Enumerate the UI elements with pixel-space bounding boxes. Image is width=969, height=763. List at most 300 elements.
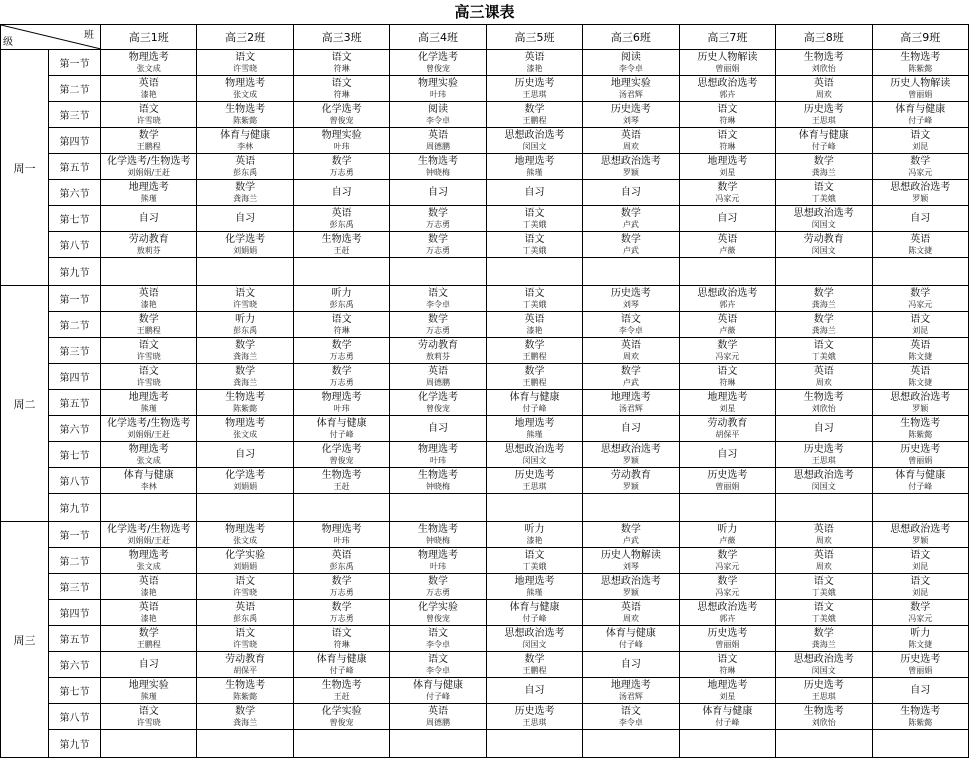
teacher-text: 龚海兰: [233, 377, 258, 387]
timetable-cell: [197, 338, 293, 364]
teacher-text: 万志勇: [329, 587, 354, 597]
teacher-text: 刘娟娟: [233, 481, 258, 491]
teacher-text: 冯家元: [715, 587, 740, 597]
teacher-text: 曾丽娟: [715, 63, 740, 73]
teacher-text: 彭东禹: [329, 219, 354, 229]
period-label: 第三节: [49, 574, 101, 600]
timetable-cell: [486, 50, 582, 76]
teacher-text: 闵国文: [811, 245, 836, 255]
timetable-cell: [679, 154, 775, 180]
subject-text: 语文: [813, 601, 834, 613]
class-header: 高三3班: [293, 25, 389, 50]
period-row: [1, 574, 969, 600]
timetable-cell: [390, 102, 486, 128]
subject-text: 阅读: [620, 51, 641, 63]
timetable-cell: [486, 128, 582, 154]
teacher-text: 周德鹏: [426, 141, 451, 151]
teacher-text: 罗颖: [912, 193, 929, 203]
period-row: [1, 154, 969, 180]
timetable-cell: [486, 286, 582, 312]
teacher-text: 钟晓梅: [426, 535, 451, 545]
teacher-text: 熊瑾: [140, 193, 157, 203]
timetable-cell: [583, 312, 679, 338]
subject-text: 英语: [235, 155, 256, 167]
subject-text: 思想政治选考: [504, 129, 565, 141]
timetable-cell: [101, 128, 197, 154]
subject-text: 数学: [813, 313, 834, 325]
subject-text: 物理选考: [128, 549, 169, 561]
timetable-cell: [293, 730, 389, 758]
subject-text: 体育与健康: [509, 391, 560, 403]
timetable-cell: [101, 312, 197, 338]
subject-text: 思想政治选考: [697, 601, 758, 613]
timetable-cell: [293, 232, 389, 258]
subject-text: 历史人物解读: [600, 549, 661, 561]
subject-text: 语文: [717, 129, 738, 141]
timetable-cell: [486, 364, 582, 390]
teacher-text: 罗颖: [622, 587, 639, 597]
teacher-text: 万志勇: [329, 167, 354, 177]
teacher-text: 许雪晓: [136, 717, 161, 727]
teacher-text: 许雪晓: [136, 377, 161, 387]
subject-text: 历史选考: [514, 469, 555, 481]
teacher-text: 周欢: [815, 561, 832, 571]
subject-text: 数学: [620, 233, 641, 245]
period-row: [1, 50, 969, 76]
subject-text: 数学: [235, 365, 256, 377]
timetable-cell: [872, 128, 969, 154]
subject-text: 劳动教育: [707, 417, 748, 429]
teacher-text: 钟晓梅: [426, 167, 451, 177]
subject-text: 数学: [331, 339, 352, 351]
timetable-cell: [293, 76, 389, 102]
subject-text: 物理选考: [225, 77, 266, 89]
subject-text: 生物选考: [900, 417, 941, 429]
subject-text: 生物选考: [900, 705, 941, 717]
timetable-cell: [197, 206, 293, 232]
teacher-text: 许雪晓: [136, 115, 161, 125]
timetable: [0, 24, 969, 758]
timetable-cell: [197, 286, 293, 312]
period-label: 第八节: [49, 232, 101, 258]
subject-text: 语文: [620, 313, 641, 325]
teacher-text: 龚海兰: [233, 351, 258, 361]
timetable-cell: [293, 128, 389, 154]
teacher-text: 彭东禹: [329, 299, 354, 309]
timetable-cell: [679, 416, 775, 442]
timetable-cell: [101, 468, 197, 494]
page-title: 高三课表: [454, 3, 515, 21]
subject-text: 体育与健康: [123, 469, 174, 481]
subject-text: 英语: [138, 575, 159, 587]
subject-text: 语文: [717, 653, 738, 665]
subject-text: 语文: [813, 181, 834, 193]
teacher-text: 叶玮: [430, 455, 447, 465]
subject-text: 生物选考: [803, 705, 844, 717]
subject-text: 语文: [428, 287, 449, 299]
timetable-cell: [872, 312, 969, 338]
period-row: [1, 522, 969, 548]
teacher-text: 李令卓: [426, 299, 451, 309]
subject-text: 语文: [138, 103, 159, 115]
timetable-cell: [679, 258, 775, 286]
teacher-text: 漆艳: [140, 299, 157, 309]
timetable-cell: [293, 258, 389, 286]
subject-text: 数学: [620, 207, 641, 219]
timetable-cell: [293, 416, 389, 442]
teacher-text: 张文成: [136, 561, 161, 571]
timetable-cell: [101, 442, 197, 468]
timetable-cell: [872, 548, 969, 574]
period-label: 第四节: [49, 128, 101, 154]
timetable-cell: [293, 574, 389, 600]
timetable-cell: [776, 600, 872, 626]
subject-text: 历史选考: [610, 287, 651, 299]
subject-text: 自习: [138, 658, 159, 670]
timetable-cell: [776, 286, 872, 312]
timetable-cell: [583, 730, 679, 758]
timetable-cell: [101, 286, 197, 312]
timetable-cell: [583, 154, 679, 180]
period-row: [1, 548, 969, 574]
subject-text: 语文: [717, 103, 738, 115]
timetable-cell: [197, 232, 293, 258]
period-row: [1, 232, 969, 258]
teacher-text: 付子峰: [329, 665, 354, 675]
teacher-text: 王赶: [333, 691, 350, 701]
timetable-cell: [583, 102, 679, 128]
teacher-text: 漆艳: [140, 613, 157, 623]
teacher-text: 符琳: [719, 377, 736, 387]
teacher-text: 陈紫懿: [908, 63, 933, 73]
teacher-text: 张文成: [136, 63, 161, 73]
timetable-cell: [197, 76, 293, 102]
subject-text: 物理选考: [128, 443, 169, 455]
teacher-text: 胡保平: [715, 429, 740, 439]
teacher-text: 叶玮: [333, 403, 350, 413]
subject-text: 思想政治选考: [793, 207, 854, 219]
subject-text: 化学实验: [418, 601, 459, 613]
subject-text: 化学选考/生物选考: [107, 155, 191, 167]
subject-text: 地理选考: [514, 155, 555, 167]
timetable-cell: [197, 522, 293, 548]
teacher-text: 付子峰: [329, 429, 354, 439]
teacher-text: 漆艳: [526, 535, 543, 545]
timetable-cell: [390, 76, 486, 102]
teacher-text: 王鹏程: [136, 639, 161, 649]
subject-text: 化学实验: [321, 705, 362, 717]
day-label: 周二: [1, 286, 49, 522]
timetable-cell: [776, 180, 872, 206]
teacher-text: 周欢: [815, 535, 832, 545]
teacher-text: 曾俊宠: [329, 455, 354, 465]
subject-text: 体育与健康: [316, 653, 367, 665]
subject-text: 数学: [620, 523, 641, 535]
timetable-cell: [872, 730, 969, 758]
timetable-cell: [679, 730, 775, 758]
timetable-cell: [293, 494, 389, 522]
timetable-body: [1, 50, 969, 758]
subject-text: 生物选考: [225, 391, 266, 403]
timetable-cell: [872, 206, 969, 232]
subject-text: 数学: [813, 155, 834, 167]
teacher-text: 曾丽娟: [908, 665, 933, 675]
timetable-cell: [872, 102, 969, 128]
timetable-cell: [293, 102, 389, 128]
teacher-text: 王思琪: [811, 115, 836, 125]
class-header: 高三9班: [872, 25, 969, 50]
subject-text: 化学选考/生物选考: [107, 523, 191, 535]
timetable-cell: [197, 600, 293, 626]
subject-text: 数学: [331, 575, 352, 587]
timetable-cell: [872, 338, 969, 364]
timetable-cell: [390, 258, 486, 286]
subject-text: 英语: [813, 365, 834, 377]
subject-text: 历史选考: [514, 705, 555, 717]
subject-text: 地理选考: [707, 391, 748, 403]
timetable-cell: [197, 312, 293, 338]
teacher-text: 熊瑾: [526, 429, 543, 439]
subject-text: 英语: [428, 129, 449, 141]
timetable-cell: [101, 102, 197, 128]
subject-text: 思想政治选考: [890, 391, 951, 403]
teacher-text: 刘星: [719, 691, 736, 701]
teacher-text: 王鹏程: [136, 325, 161, 335]
timetable-cell: [872, 364, 969, 390]
subject-text: 物理选考: [128, 51, 169, 63]
timetable-cell: [390, 468, 486, 494]
subject-text: 数学: [331, 365, 352, 377]
teacher-text: 丁美娥: [522, 299, 547, 309]
teacher-text: 周德鹏: [426, 717, 451, 727]
teacher-text: 闵国文: [811, 665, 836, 675]
subject-text: 数学: [717, 575, 738, 587]
teacher-text: 冯家元: [908, 299, 933, 309]
timetable-cell: [679, 652, 775, 678]
timetable-cell: [776, 626, 872, 652]
subject-text: 自习: [813, 422, 834, 434]
timetable-cell: [583, 206, 679, 232]
timetable-cell: [293, 626, 389, 652]
timetable-cell: [679, 574, 775, 600]
teacher-text: 万志勇: [329, 377, 354, 387]
subject-text: 数学: [331, 155, 352, 167]
timetable-cell: [486, 154, 582, 180]
teacher-text: 付子峰: [522, 613, 547, 623]
teacher-text: 陈紫懿: [233, 691, 258, 701]
teacher-text: 王赶: [333, 245, 350, 255]
teacher-text: 王鹏程: [136, 141, 161, 151]
timetable-cell: [101, 232, 197, 258]
period-label: 第五节: [49, 390, 101, 416]
subject-text: 地理选考: [610, 679, 651, 691]
timetable-cell: [583, 468, 679, 494]
period-label: 第九节: [49, 494, 101, 522]
period-row: [1, 312, 969, 338]
teacher-text: 龚海兰: [811, 325, 836, 335]
timetable-cell: [583, 416, 679, 442]
timetable-cell: [776, 678, 872, 704]
subject-text: 语文: [428, 627, 449, 639]
subject-text: 英语: [524, 313, 545, 325]
timetable-cell: [486, 312, 582, 338]
subject-text: 化学选考: [418, 51, 459, 63]
teacher-text: 罗颖: [622, 455, 639, 465]
subject-text: 语文: [331, 313, 352, 325]
period-row: [1, 730, 969, 758]
subject-text: 劳动教育: [128, 233, 169, 245]
subject-text: 数学: [235, 181, 256, 193]
period-row: [1, 206, 969, 232]
timetable-cell: [101, 390, 197, 416]
subject-text: 体育与健康: [605, 627, 656, 639]
subject-text: 生物选考: [225, 679, 266, 691]
period-row: [1, 678, 969, 704]
subject-text: 语文: [910, 575, 931, 587]
period-label: 第三节: [49, 338, 101, 364]
subject-text: 数学: [620, 365, 641, 377]
timetable-cell: [390, 128, 486, 154]
teacher-text: 丁美娥: [522, 245, 547, 255]
timetable-cell: [197, 494, 293, 522]
subject-text: 地理选考: [707, 679, 748, 691]
timetable-cell: [679, 442, 775, 468]
teacher-text: 王鹏程: [522, 665, 547, 675]
timetable-cell: [776, 494, 872, 522]
teacher-text: 冯家元: [715, 193, 740, 203]
teacher-text: 陈文捷: [908, 377, 933, 387]
subject-text: 历史选考: [707, 469, 748, 481]
period-label: 第二节: [49, 76, 101, 102]
teacher-text: 周德鹏: [426, 377, 451, 387]
timetable-cell: [872, 626, 969, 652]
subject-text: 英语: [428, 365, 449, 377]
teacher-text: 李林: [140, 481, 157, 491]
teacher-text: 陈文捷: [908, 639, 933, 649]
teacher-text: 张文成: [233, 89, 258, 99]
subject-text: 自习: [910, 684, 931, 696]
period-label: 第八节: [49, 704, 101, 730]
teacher-text: 张文成: [233, 535, 258, 545]
timetable-cell: [293, 206, 389, 232]
period-row: [1, 364, 969, 390]
teacher-text: 周欢: [815, 89, 832, 99]
period-label: 第六节: [49, 416, 101, 442]
timetable-cell: [872, 494, 969, 522]
timetable-cell: [293, 180, 389, 206]
period-label: 第四节: [49, 364, 101, 390]
timetable-cell: [293, 548, 389, 574]
period-row: [1, 390, 969, 416]
subject-text: 语文: [138, 365, 159, 377]
timetable-cell: [101, 522, 197, 548]
teacher-text: 卢武: [622, 219, 639, 229]
subject-text: 体育与健康: [702, 705, 753, 717]
teacher-text: 罗颖: [622, 167, 639, 177]
teacher-text: 刘昆: [912, 141, 929, 151]
timetable-cell: [872, 652, 969, 678]
timetable-cell: [583, 338, 679, 364]
timetable-cell: [390, 390, 486, 416]
subject-text: 历史选考: [610, 103, 651, 115]
teacher-text: 曾俊宠: [426, 613, 451, 623]
timetable-cell: [679, 494, 775, 522]
subject-text: 语文: [331, 627, 352, 639]
teacher-text: 龚海兰: [233, 717, 258, 727]
teacher-text: 许雪晓: [233, 639, 258, 649]
timetable-cell: [776, 704, 872, 730]
teacher-text: 敖莉芬: [136, 245, 161, 255]
subject-text: 数学: [910, 287, 931, 299]
timetable-cell: [390, 574, 486, 600]
subject-text: 地理实验: [610, 77, 651, 89]
subject-text: 数学: [428, 575, 449, 587]
teacher-text: 敖莉芬: [426, 351, 451, 361]
subject-text: 英语: [910, 339, 931, 351]
subject-text: 物理选考: [321, 391, 362, 403]
teacher-text: 卢薇: [719, 245, 736, 255]
timetable-cell: [101, 548, 197, 574]
timetable-cell: [583, 286, 679, 312]
timetable-cell: [679, 50, 775, 76]
teacher-text: 万志勇: [426, 245, 451, 255]
subject-text: 语文: [717, 365, 738, 377]
timetable-cell: [101, 338, 197, 364]
subject-text: 劳动教育: [803, 233, 844, 245]
teacher-text: 钟晓梅: [426, 481, 451, 491]
subject-text: 思想政治选考: [890, 523, 951, 535]
timetable-cell: [486, 180, 582, 206]
timetable-cell: [872, 522, 969, 548]
teacher-text: 刘娟娟/王赶: [127, 535, 171, 545]
timetable-cell: [679, 468, 775, 494]
subject-text: 物理选考: [418, 549, 459, 561]
timetable-cell: [486, 600, 582, 626]
subject-text: 物理选考: [418, 443, 459, 455]
subject-text: 英语: [138, 601, 159, 613]
subject-text: 地理选考: [610, 391, 651, 403]
timetable-cell: [679, 704, 775, 730]
teacher-text: 周欢: [815, 377, 832, 387]
timetable-cell: [486, 494, 582, 522]
teacher-text: 陈紫懿: [233, 403, 258, 413]
subject-text: 数学: [910, 155, 931, 167]
grade-axis-label: 级: [3, 37, 13, 48]
timetable-cell: [486, 442, 582, 468]
timetable-cell: [679, 522, 775, 548]
teacher-text: 叶玮: [333, 141, 350, 151]
timetable-cell: [390, 286, 486, 312]
timetable-cell: [101, 154, 197, 180]
subject-text: 劳动教育: [418, 339, 459, 351]
teacher-text: 彭东禹: [233, 325, 258, 335]
subject-text: 地理选考: [514, 417, 555, 429]
subject-text: 思想政治选考: [793, 469, 854, 481]
timetable-cell: [583, 626, 679, 652]
timetable-cell: [197, 678, 293, 704]
teacher-text: 符琳: [719, 665, 736, 675]
timetable-cell: [390, 50, 486, 76]
subject-text: 数学: [717, 549, 738, 561]
period-label: 第六节: [49, 180, 101, 206]
subject-text: 英语: [138, 287, 159, 299]
timetable-cell: [486, 206, 582, 232]
timetable-cell: [776, 574, 872, 600]
teacher-text: 丁美娥: [811, 613, 836, 623]
subject-text: 语文: [235, 575, 256, 587]
timetable-cell: [486, 258, 582, 286]
teacher-text: 陈紫懿: [908, 429, 933, 439]
